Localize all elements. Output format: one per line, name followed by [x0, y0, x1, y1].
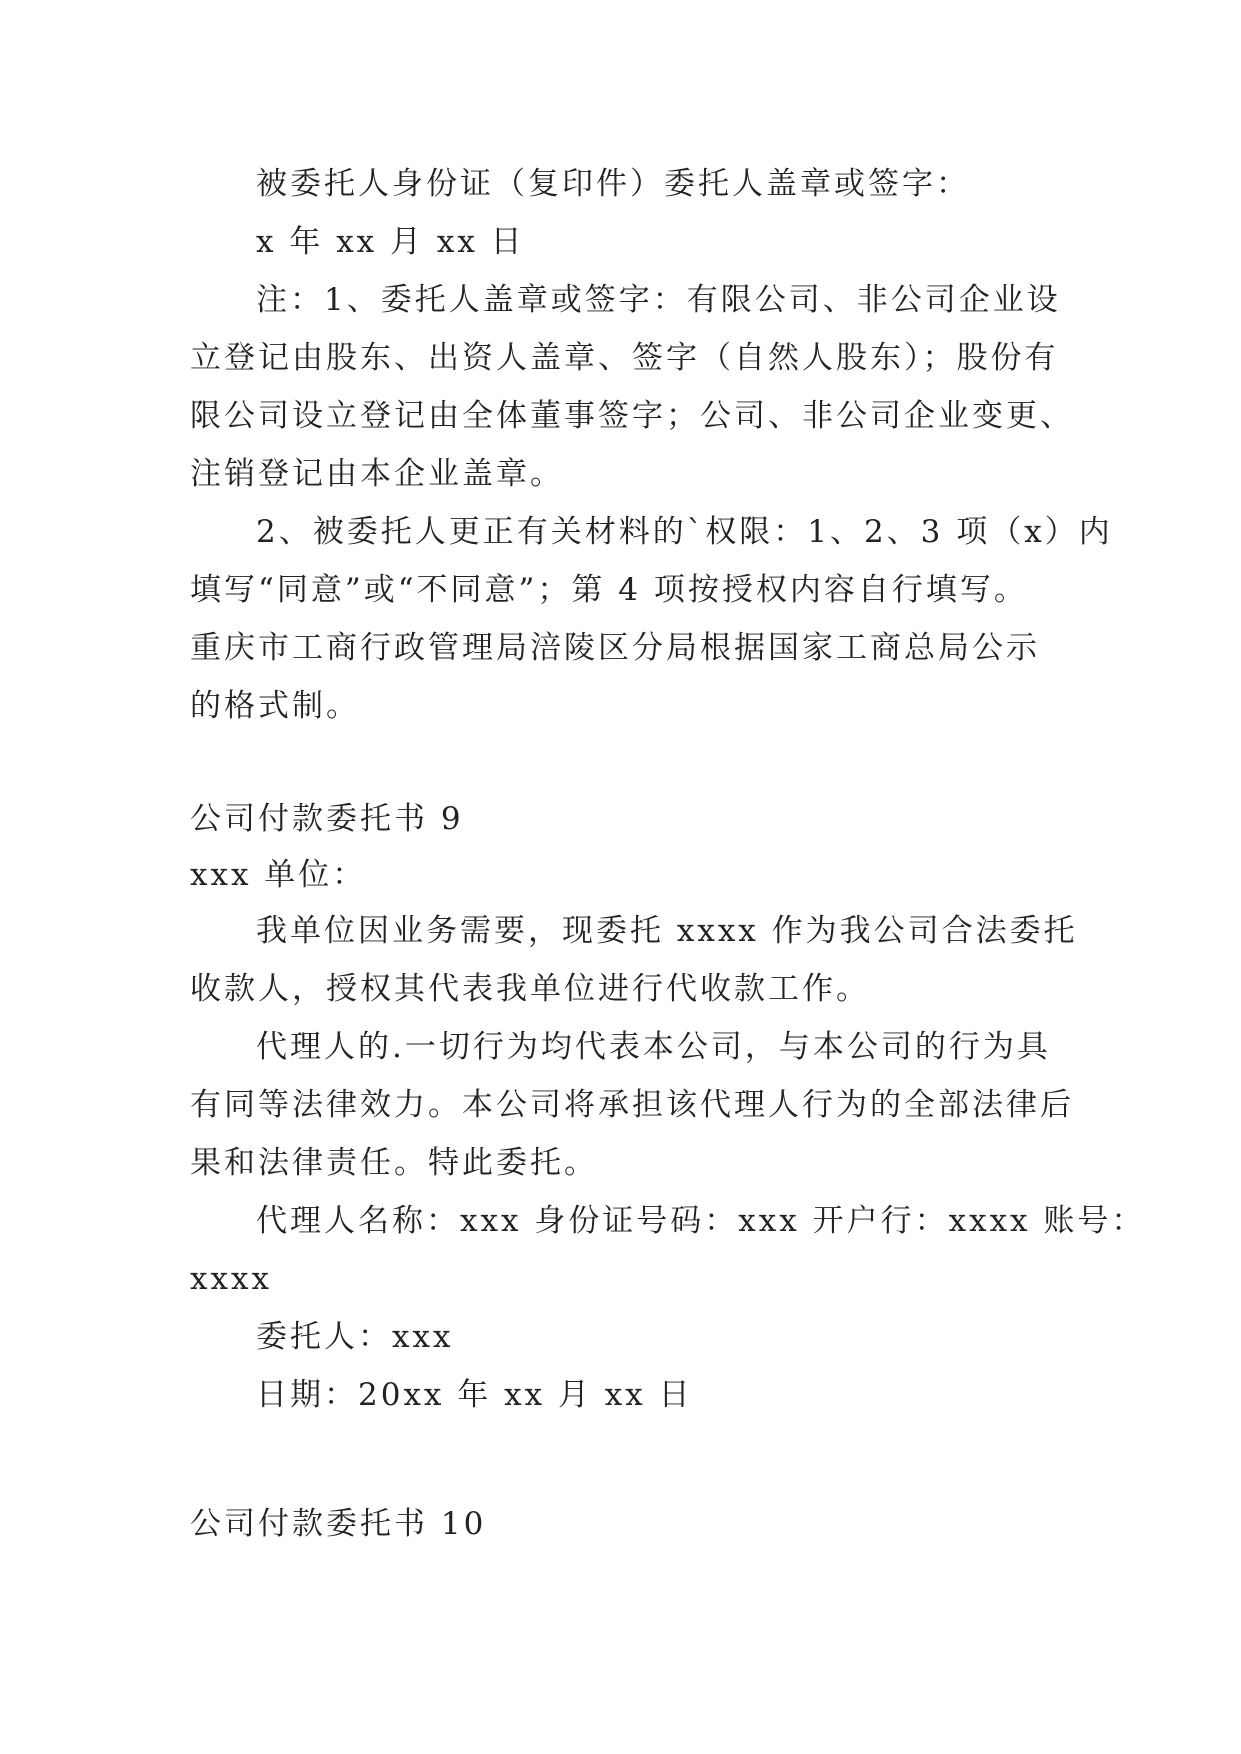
- paragraph-line: 果和法律责任。特此委托。: [190, 1145, 598, 1181]
- paragraph-line: 2、被委托人更正有关材料的`权限：1、2、3 项（x）内: [256, 514, 1113, 550]
- paragraph-line: 日期：20xx 年 xx 月 xx 日: [256, 1377, 693, 1413]
- paragraph-line: 限公司设立登记由全体董事签字；公司、非公司企业变更、: [190, 398, 1074, 434]
- paragraph-line: 代理人名称：xxx 身份证号码：xxx 开户行：xxxx 账号：: [256, 1203, 1146, 1239]
- paragraph-line: 委托人：xxx: [256, 1319, 454, 1355]
- paragraph-line: 注：1、委托人盖章或签字：有限公司、非公司企业设: [256, 282, 1061, 318]
- paragraph-line: 收款人，授权其代表我单位进行代收款工作。: [190, 971, 870, 1007]
- paragraph-line: x 年 xx 月 xx 日: [256, 224, 525, 260]
- paragraph-line: 我单位因业务需要，现委托 xxxx 作为我公司合法委托: [256, 913, 1078, 949]
- section-ten-title: 公司付款委托书 10: [190, 1506, 487, 1542]
- paragraph-line: 注销登记由本企业盖章。: [190, 456, 564, 492]
- paragraph-line: 填写“同意”或“不同意”；第 4 项按授权内容自行填写。: [190, 572, 1028, 608]
- paragraph-line: 有同等法律效力。本公司将承担该代理人行为的全部法律后: [190, 1087, 1074, 1123]
- paragraph-line: 立登记由股东、出资人盖章、签字（自然人股东）；股份有: [190, 340, 1059, 376]
- paragraph-line: 重庆市工商行政管理局涪陵区分局根据国家工商总局公示: [190, 630, 1040, 666]
- section-nine-title: 公司付款委托书 9: [190, 801, 464, 837]
- section-nine-body: [190, 902, 1146, 1424]
- paragraph-line: 被委托人身份证（复印件）委托人盖章或签字：: [256, 166, 970, 202]
- section-one: [190, 155, 1113, 735]
- paragraph-line: 代理人的.一切行为均代表本公司，与本公司的行为具: [256, 1029, 1051, 1065]
- section-nine-recipient: xxx 单位：: [190, 857, 367, 893]
- paragraph-line: xxxx: [190, 1261, 272, 1297]
- paragraph-line: 的格式制。: [190, 688, 360, 724]
